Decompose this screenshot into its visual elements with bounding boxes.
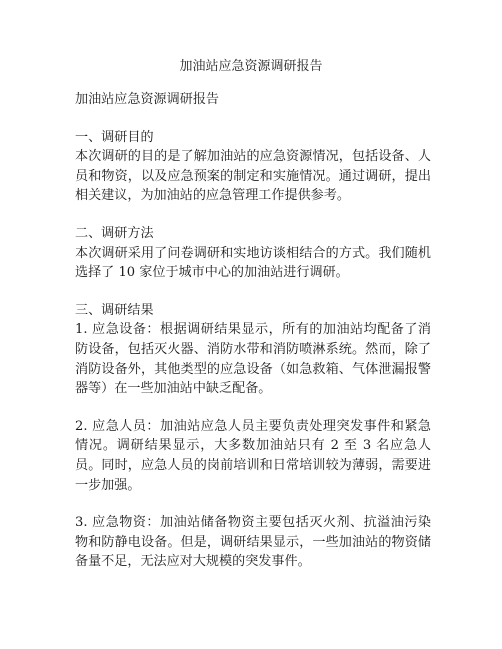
section-paragraph-purpose: 本次调研的目的是了解加油站的应急资源情况，包括设备、人员和物资，以及应急预案的制定和实施情况。通过调研，提出相关建议，为加油站的应急管理工作提供参考。 xyxy=(75,149,431,204)
result-paragraph-equipment: 1. 应急设备：根据调研结果显示，所有的加油站均配备了消防设备，包括灭火器、消防水带和消防喷淋系统。然而，除了消防设备外，其他类型的应急设备（如急救箱、气体泄漏报警器等）在一些加油站中缺乏配备。 xyxy=(75,322,431,397)
document-subtitle: 加油站应急资源调研报告 xyxy=(75,92,220,107)
document-body xyxy=(75,90,431,590)
section-heading-purpose: 一、调研目的 xyxy=(75,129,154,145)
result-paragraph-personnel: 2. 应急人员：加油站应急人员主要负责处理突发事件和紧急情况。调研结果显示，大多数加油站只有 2 至 3 名应急人员。同时，应急人员的岗前培训和日常培训较为薄弱，需要进一步加强。 xyxy=(75,418,431,493)
result-paragraph-supplies: 3. 应急物资：加油站储备物资主要包括灭火剂、抗溢油污染物和防静电设备。但是，调研结果显示，一些加油站的物资储备量不足，无法应对大规模的突发事件。 xyxy=(75,515,431,570)
section-heading-method: 二、调研方法 xyxy=(75,225,154,241)
section-heading-results: 三、调研结果 xyxy=(75,302,154,318)
section-paragraph-method: 本次调研采用了问卷调研和实地访谈相结合的方式。我们随机选择了 10 家位于城市中心的加油站进行调研。 xyxy=(75,245,431,281)
document-title: 加油站应急资源调研报告 xyxy=(179,59,323,74)
